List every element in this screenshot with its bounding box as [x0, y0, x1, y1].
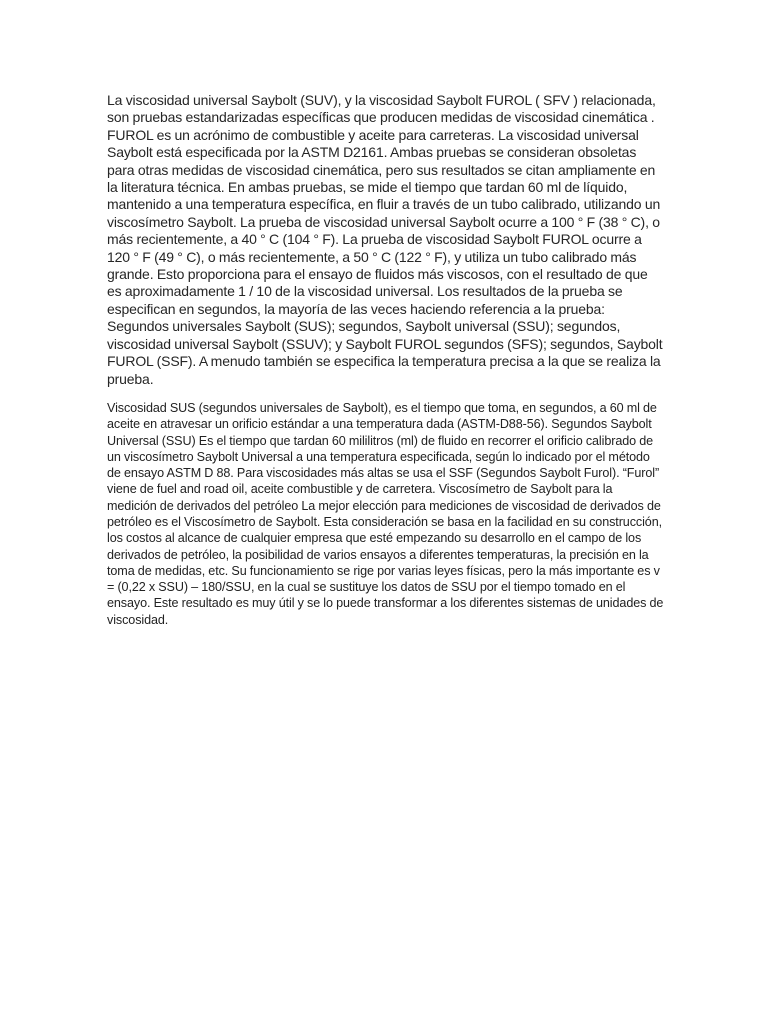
- document-body: [107, 92, 665, 628]
- paragraph-saybolt-overview: La viscosidad universal Saybolt (SUV), y la viscosidad Saybolt FUROL ( SFV ) relacionada, son pruebas estandarizadas específicas que producen medidas de viscosidad cinemática . FUROL es un acrónimo de combustible y aceite para carreteras. La viscosidad universal Saybolt está especificada por la ASTM D2161. Ambas pruebas se consideran obsoletas para otras medidas de viscosidad cinemática, pero sus resultados se citan ampliamente en la literatura técnica. En ambas pruebas, se mide el tiempo que tardan 60 ml de líquido, mantenido a una temperatura específica, en fluir a través de un tubo calibrado, utilizando un viscosímetro Saybolt. La prueba de viscosidad universal Saybolt ocurre a 100 ° F (38 ° C), o más recientemente, a 40 ° C (104 ° F). La prueba de viscosidad Saybolt FUROL ocurre a 120 ° F (49 ° C), o más recientemente, a 50 ° C (122 ° F), y utiliza un tubo calibrado más grande. Esto proporciona para el ensayo de fluidos más viscosos, con el resultado de que es aproximadamente 1 / 10 de la viscosidad universal. Los resultados de la prueba se especifican en segundos, la mayoría de las veces haciendo referencia a la prueba: Segundos universales Saybolt (SUS); segundos, Saybolt universal (SSU); segundos, viscosidad universal Saybolt (SSUV); y Saybolt FUROL segundos (SFS); segundos, Saybolt FUROL (SSF). A menudo también se especifica la temperatura precisa a la que se realiza la prueba.: [107, 92, 663, 387]
- paragraph-sus-definition: Viscosidad SUS (segundos universales de Saybolt), es el tiempo que toma, en segundos, a 60 ml de aceite en atravesar un orificio estándar a una temperatura dada (ASTM-D88-56). Segundos Saybolt Universal (SSU) Es el tiempo que tardan 60 mililitros (ml) de fluido en recorrer el orificio calibrado de un viscosímetro Saybolt Universal a una temperatura especificada, según lo indicado por el método de ensayo ASTM D 88. Para viscosidades más altas se usa el SSF (Segundos Saybolt Furol). “Furol” viene de fuel and road oil, aceite combustible y de carretera. Viscosímetro de Saybolt para la medición de derivados del petróleo La mejor elección para mediciones de viscosidad de derivados de petróleo es el Viscosímetro de Saybolt. Esta consideración se basa en la facilidad en su construcción, los costos al alcance de cualquier empresa que esté empezando su desarrollo en el campo de los derivados de petróleo, la posibilidad de varios ensayos a diferentes temperaturas, la precisión en la toma de medidas, etc. Su funcionamiento se rige por varias leyes físicas, pero la más importante es v = (0,22 x SSU) – 180/SSU, en la cual se sustituye los datos de SSU por el tiempo tomado en el ensayo. Este resultado es muy útil y se lo puede transformar a los diferentes sistemas de unidades de viscosidad.: [107, 400, 664, 627]
